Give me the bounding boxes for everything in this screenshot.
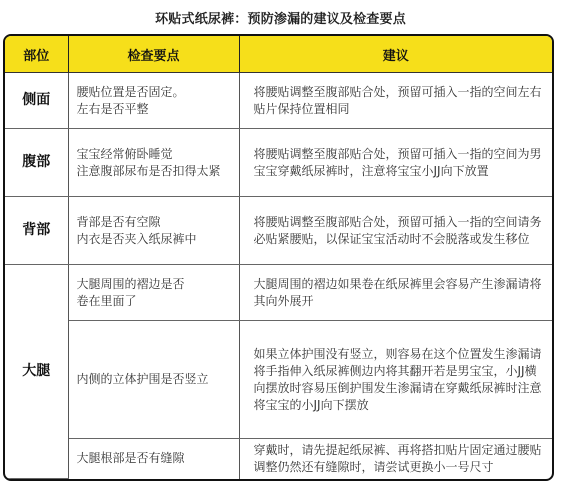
part-cell: 侧面 <box>5 73 68 129</box>
check-cell: 背部是否有空隙 内衣是否夹入纸尿裤中 <box>68 197 239 265</box>
part-cell: 大腿 <box>5 265 68 479</box>
table-row-side <box>5 73 552 129</box>
part-cell: 背部 <box>5 197 68 265</box>
advice-cell: 穿戴时，请先提起纸尿裤、再将搭扣贴片固定通过腰贴调整仍然还有缝隙时，请尝试更换小一号尺寸 <box>253 442 542 474</box>
header-check-points: 检查要点 <box>68 36 239 73</box>
table-row-thigh-1 <box>5 265 552 321</box>
table-row-thigh-2 <box>5 321 552 439</box>
table-row-abdomen <box>5 129 552 197</box>
header-advice: 建议 <box>239 36 552 73</box>
advice-cell: 将腰贴调整至腹部贴合处，预留可插入一指的空间左右贴片保持位置相同 <box>239 73 552 129</box>
table-row-thigh-3 <box>5 439 552 479</box>
tips-table <box>3 34 554 481</box>
table-row-back <box>5 197 552 265</box>
check-cell: 宝宝经常俯卧睡觉 注意腹部尿布是否扣得太紧 <box>68 129 239 197</box>
table-header-row <box>5 36 552 73</box>
check-cell: 大腿周围的褶边是否 卷在里面了 <box>68 265 239 321</box>
check-cell: 腰贴位置是否固定。 左右是否平整 <box>68 73 239 129</box>
check-cell: 内侧的立体护围是否竖立 <box>68 321 239 439</box>
header-part: 部位 <box>5 36 68 73</box>
advice-cell: 将腰贴调整至腹部贴合处，预留可插入一指的空间为男宝宝穿戴纸尿裤时，注意将宝宝小JJ向下放置 <box>239 129 552 197</box>
page-title: 环贴式纸尿裤：预防渗漏的建议及检查要点 <box>155 12 406 27</box>
check-cell: 大腿根部是否有缝隙 <box>68 439 239 479</box>
advice-cell: 如果立体护围没有竖立，则容易在这个位置发生渗漏请将手指伸入纸尿裤侧边内将其翻开若是男宝宝，小JJ横向摆放时容易压倒护围发生渗漏请在穿戴纸尿裤时注意将宝宝的小JJ向下摆放 <box>239 321 552 439</box>
advice-cell: 大腿周围的褶边如果卷在纸尿裤里会容易产生渗漏请将其向外展开 <box>239 265 552 321</box>
advice-cell: 将腰贴调整至腹部贴合处，预留可插入一指的空间请务必贴紧腰贴，以保证宝宝活动时不会脱落或发生移位 <box>239 197 552 265</box>
part-cell: 腹部 <box>5 129 68 197</box>
